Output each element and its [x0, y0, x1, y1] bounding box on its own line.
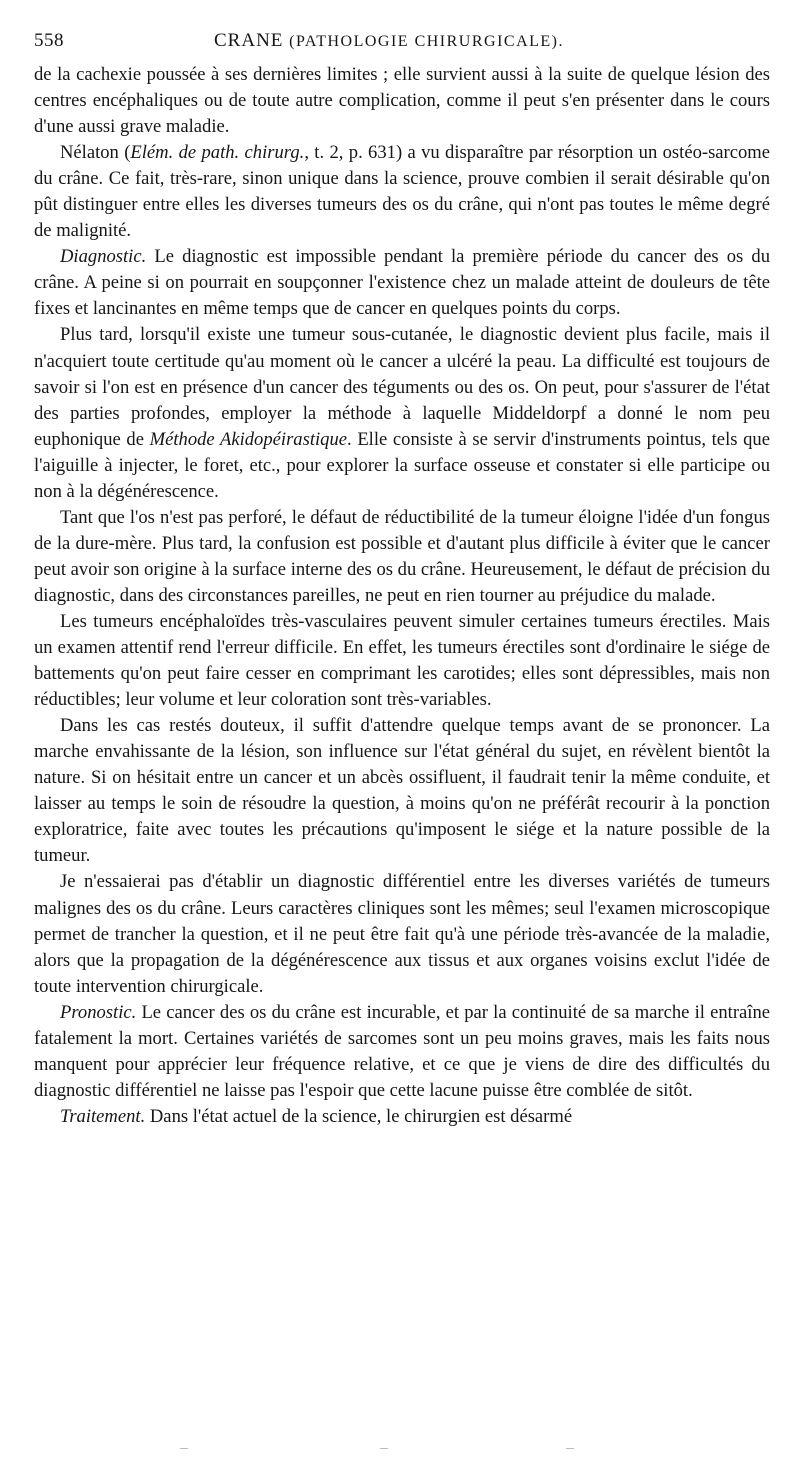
- footer-mark: [566, 1448, 574, 1449]
- footer-mark: [380, 1448, 388, 1449]
- paragraph-text: Dans l'état actuel de la science, le chirurgien est désarmé: [145, 1105, 573, 1127]
- paragraph-text: Tant que l'os n'est pas perforé, le défaut de réductibilité de la tumeur éloigne l'idée d'un fongus de la dure-mère. Plus tard, la confusion est possible et d'autant plus difficile à éviter que le cancer peut avoir son origine à la surface interne des os du crâne. Heureusement, le défaut de précision du diagnostic, dans des circonstances pareilles, ne peut en rien tourner au préjudice du malade.: [34, 506, 770, 606]
- running-header: [34, 30, 770, 56]
- page-number: 558: [34, 30, 64, 51]
- paragraph-text: , t. 2, p. 631) a vu disparaître par résorption un ostéo-sarcome du crâne. Ce fait, très-rare, sinon unique dans la science, prouve combien il serait désirable qu'on pût distinguer entre elles les diverses tumeurs des os du crâne, qui n'ont pas toutes le même degré de malignité.: [34, 142, 771, 242]
- paragraph-middeldorpf: [34, 322, 770, 504]
- paragraph-encephaloides: [34, 609, 770, 713]
- section-heading-traitement: Traitement.: [60, 1105, 146, 1127]
- paragraph-text: Le diagnostic est impossible pendant la première période du cancer des os du crâne. A peine si on pourrait en soupçonner l'existence chez un malade atteint de douleurs de tête fixes et lancinantes en même temps que de cancer en quelques points du corps.: [34, 246, 770, 320]
- paragraph-continuation: [34, 62, 770, 140]
- paragraph-text: Nélaton (: [60, 142, 131, 164]
- running-title: [214, 30, 564, 52]
- paragraph-text: . Elle consiste à se servir d'instruments pointus, tels que l'aiguille à injecter, le foret, etc., pour explorer la surface osseuse et constater si elle participe ou non à la dégénérescence.: [34, 428, 770, 502]
- paragraph-text: Dans les cas restés douteux, il suffit d'attendre quelque temps avant de se prononcer. La marche envahissante de la lésion, son influence sur l'état général du sujet, en révèlent bientôt la nature. Si on hésitait entre un cancer et un abcès ossifluent, il faudrait tenir la même conduite, et laisser au temps le soin de résoudre la question, à moins qu'on ne préférât recourir à la ponction exploratrice, faite avec toutes les précautions qu'imposent le siége et la nature possible de la tumeur.: [34, 715, 770, 867]
- section-heading-pronostic: Pronostic.: [60, 1001, 137, 1023]
- footer-mark: [180, 1448, 188, 1449]
- book-page: [34, 30, 770, 1130]
- running-title-main: CRANE: [214, 30, 284, 51]
- page-footer-marks: [0, 1448, 800, 1458]
- paragraph-text: Plus tard, lorsqu'il existe une tumeur sous-cutanée, le diagnostic devient plus facile, mais il n'acquiert toute certitude qu'au moment où le cancer a ulcéré la peau. La difficulté est toujours de savoir si l'on est en présence d'un cancer des téguments ou des os. On peut, pour s'assurer de l'état des parties profondes, employer la méthode à laquelle Middeldorpf a donné le nom peu euphonique de: [34, 324, 770, 450]
- paragraph-text: Je n'essaierai pas d'établir un diagnostic différentiel entre les diverses variétés de tumeurs malignes des os du crâne. Leurs caractères cliniques sont les mêmes; seul l'examen microscopique permet de trancher la question, et il ne peut être fait qu'à une période très-avancée de la maladie, alors que la propagation de la dégénérescence aux tissus et aux organes voisins exclut l'idée de toute intervention chirurgicale.: [34, 871, 770, 997]
- paragraph-diagnostic-differentiel: [34, 869, 770, 999]
- running-title-sub: (PATHOLOGIE CHIRURGICALE).: [289, 33, 564, 50]
- method-name: Méthode Akidopéirastique: [149, 428, 348, 450]
- body-text: [34, 62, 770, 1130]
- paragraph-diagnostic: [34, 244, 770, 322]
- paragraph-traitement: [34, 1104, 770, 1130]
- paragraph-text: Les tumeurs encéphaloïdes très-vasculaires peuvent simuler certaines tumeurs érectiles. Mais un examen attentif rend l'erreur difficile. En effet, les tumeurs érectiles sont d'ordinaire le siége de battements qu'on peut faire cesser en comprimant les carotides; elles sont dépressibles, mais non réductibles; leur volume et leur coloration sont très-variables.: [34, 610, 770, 711]
- citation-title: Elém. de path. chirurg.: [130, 142, 305, 164]
- paragraph-text: de la cachexie poussée à ses dernières limites ; elle survient aussi à la suite de quelque lésion des centres encéphaliques ou de toute autre complication, comme il peut s'en présenter dans le cours d'une aussi grave maladie.: [34, 64, 770, 138]
- paragraph-nelaton: [34, 140, 770, 244]
- paragraph-pronostic: [34, 1000, 770, 1104]
- paragraph-text: Le cancer des os du crâne est incurable, et par la continuité de sa marche il entraîne fatalement la mort. Certaines variétés de sarcomes sont un peu moins graves, mais les faits nous manquent pour apprécier leur fréquence relative, et ce que je viens de dire des difficultés du diagnostic différentiel ne laisse pas l'espoir que cette lacune puisse être comblée de sitôt.: [34, 1001, 770, 1101]
- paragraph-cas-douteux: [34, 713, 770, 869]
- section-heading-diagnostic: Diagnostic.: [60, 246, 147, 268]
- paragraph-perforation: [34, 505, 770, 609]
